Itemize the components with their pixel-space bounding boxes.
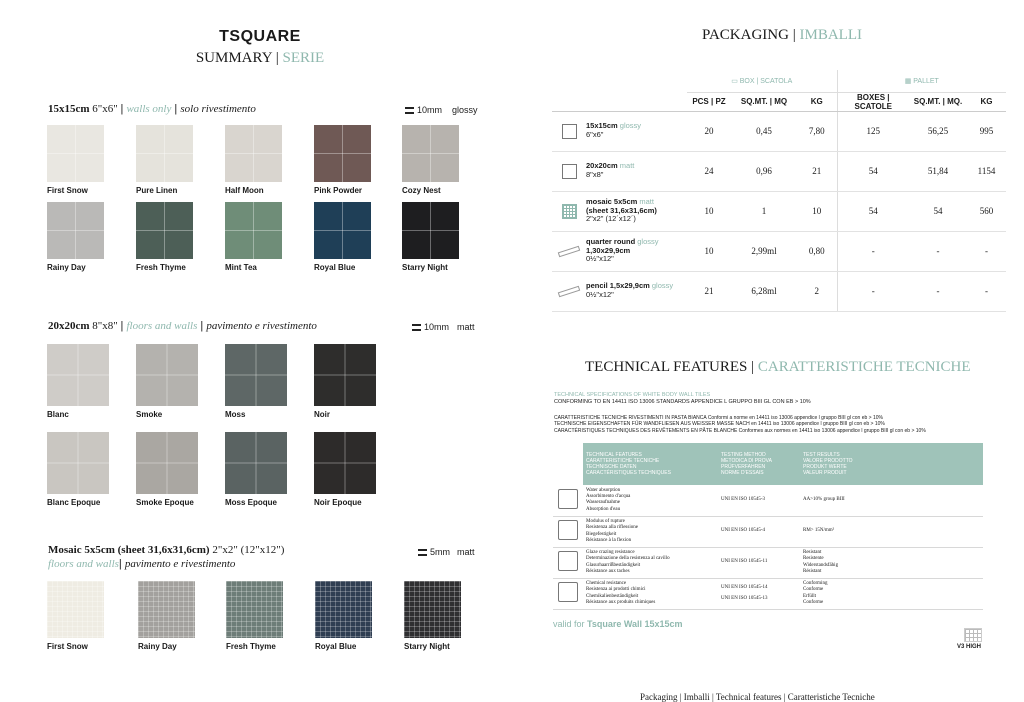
packaging-item: pencil 1,5x29,9cm glossy 0½"x12": [552, 271, 687, 311]
tile-swatch: [315, 581, 372, 638]
packaging-item: mosaic 5x5cm matt (sheet 31,6x31,6cm) 2"x2" (12´x12´): [552, 191, 687, 231]
tile-joints: [225, 344, 287, 406]
tile-swatch: [136, 432, 198, 494]
tile-joints: [402, 202, 459, 259]
tile-swatch: [314, 432, 376, 494]
tf-head-method: TESTING METHOD METODICA DI PROVA PRÜFVERFAHREN NORME D'ESSAIS: [718, 443, 800, 485]
finish-mosaic: matt: [457, 547, 475, 557]
tile-joints: [314, 202, 371, 259]
thickness-15x15: 10mm: [405, 105, 442, 115]
tile-name: Royal Blue: [314, 263, 356, 272]
tile-joints: [314, 125, 371, 182]
packaging-value: 51,84: [909, 151, 967, 191]
packaging-value: -: [837, 231, 909, 271]
tile-name: Royal Blue: [315, 642, 357, 651]
tile-name: Blanc Epoque: [47, 498, 101, 507]
tile-joints: [138, 581, 195, 638]
tech-line-de: TECHNISCHE EIGENSCHAFTEN FÜR WANDFLIESEN AUS WEISSER MASSE NACH en 14411 iso 13006 appendice l gruppo BIII gl con eb > 10%: [554, 421, 885, 428]
tile-swatch: [402, 202, 459, 259]
feature-icon: [558, 520, 578, 540]
page-footer: Packaging | Imballi | Technical features | Caratteristiche Tecniche: [640, 692, 875, 702]
tf-feat: Modulus of rupture Resistenza alla riflessione Biegefestigkeit Résistance à la flexion: [583, 516, 718, 547]
tile-swatch: [47, 581, 104, 638]
tile-joints: [314, 344, 376, 406]
tile-swatch: [225, 344, 287, 406]
tile-joints: [314, 432, 376, 494]
tile-name: Fresh Thyme: [226, 642, 276, 651]
packaging-value: 560: [967, 191, 1006, 231]
col-sqmt-box: SQ.MT. | MQ: [731, 92, 797, 111]
col-boxes: BOXES | SCATOLE: [837, 92, 909, 111]
valid-for-note: valid for Tsquare Wall 15x15cm: [553, 619, 683, 629]
tile-swatch: [314, 125, 371, 182]
tf-head-features: TECHNICAL FEATURES CARATTERISTICHE TECNICHE TECHNISCHE DATEN CARACTÉRISTIQUES TECHNIQUES: [583, 443, 718, 485]
thickness-icon: [405, 107, 414, 114]
tf-result: Resistant Resistente Widerstandsfähig Résistant: [800, 547, 983, 578]
box-group-header: ▭ BOX | SCATOLA: [687, 70, 837, 92]
section-20x20-heading: 20x20cm 8"x8" | floors and walls | pavimento e rivestimento: [48, 320, 317, 332]
packaging-value: 125: [837, 111, 909, 151]
packaging-row: [552, 271, 1006, 311]
tile-swatch: [47, 202, 104, 259]
packaging-value: 54: [837, 151, 909, 191]
packaging-value: -: [909, 231, 967, 271]
tile-swatch: [225, 202, 282, 259]
packaging-value: 21: [687, 271, 731, 311]
tile-name: Mint Tea: [225, 263, 257, 272]
tile-joints: [47, 202, 104, 259]
tf-feat: Glaze crazing resistance Determinazione della resistenza al cavillo Glasurhaarrißbeständigkeit Résistance aux taches: [583, 547, 718, 578]
technical-features-title: TECHNICAL FEATURES | CARATTERISTICHE TECNICHE: [585, 359, 971, 375]
packaging-value: 1154: [967, 151, 1006, 191]
packaging-row: [552, 191, 1006, 231]
tile-swatch: [402, 125, 459, 182]
packaging-item: 15x15cm glossy 6"x6": [552, 111, 687, 151]
technical-features-table: [553, 443, 983, 610]
tile-joints: [225, 432, 287, 494]
tile-joints: [47, 344, 109, 406]
tf-feat: Chemical resistance Resistenza ai prodotti chimici Chemikalienbeständigkeit Résistance aux produits chimiques: [583, 578, 718, 609]
feature-icon: [558, 551, 578, 571]
tile-swatch: [47, 432, 109, 494]
tech-line-fr: CARACTÉRISTIQUES TECHNIQUES DES REVÊTEMENTS EN PÂTE BLANCHE Conformes aux normes en 14411 iso 13006 appendice l gruppo BIII gl con eb > 10%: [554, 427, 926, 434]
tile-joints: [136, 432, 198, 494]
finish-15x15: glossy: [452, 105, 478, 115]
packaging-value: 1: [731, 191, 797, 231]
tf-row: [553, 547, 983, 578]
tile-swatch: [47, 344, 109, 406]
packaging-value: 10: [687, 191, 731, 231]
tf-result: Conforming Conforme Erfüllt Conforme: [800, 578, 983, 609]
v3-shade-icon: [964, 628, 982, 642]
tile-joints: [226, 581, 283, 638]
tile-name: Moss Epoque: [225, 498, 278, 507]
format-icon: [558, 286, 580, 298]
packaging-table: [552, 70, 1006, 312]
tile-swatch: [225, 432, 287, 494]
tech-spec-teal: TECHNICAL SPECIFICATIONS OF WHITE BODY WALL TILES: [554, 392, 711, 398]
tile-swatch: [404, 581, 461, 638]
tile-name: First Snow: [47, 186, 88, 195]
packaging-value: -: [909, 271, 967, 311]
packaging-value: 2: [797, 271, 837, 311]
tile-name: Blanc: [47, 410, 69, 419]
format-icon: [558, 246, 580, 258]
col-pcs: PCS | PZ: [687, 92, 731, 111]
tile-name: Starry Night: [404, 642, 450, 651]
tile-joints: [225, 125, 282, 182]
tile-name: Rainy Day: [138, 642, 177, 651]
section-mosaic-usage: floors and walls| pavimento e rivestimento: [48, 558, 236, 570]
tile-joints: [47, 125, 104, 182]
tf-head-results: TEST RESULTS VALORE PRODOTTO PRODUKT WERTE VALEUR PRODUIT: [800, 443, 983, 485]
packaging-row: [552, 111, 1006, 151]
tile-joints: [225, 202, 282, 259]
tech-spec-standard: CONFORMING TO EN 14411 ISO 13006 STANDARDS APPENDICE L GRUPPO BIII GL CON EB > 10%: [554, 398, 811, 405]
tile-swatch: [47, 125, 104, 182]
tf-method: UNI EN ISO 10545-14 UNI EN ISO 10545-13: [718, 578, 800, 609]
tech-line-it: CARATTERISTICHE TECNICHE RIVESTIMENTI IN PASTA BIANCA Conformi a norme en 14411 iso 13006 appendice l gruppo BIII gl con eb > 10%: [554, 415, 883, 421]
packaging-row: [552, 231, 1006, 271]
tile-swatch: [136, 125, 193, 182]
section-15x15-heading: 15x15cm 6"x6" | walls only | solo rivestimento: [48, 103, 256, 115]
packaging-value: 10: [797, 191, 837, 231]
tile-swatch: [226, 581, 283, 638]
packaging-value: 56,25: [909, 111, 967, 151]
tf-row: [553, 516, 983, 547]
pallet-icon: ▦: [904, 77, 914, 85]
tile-swatch: [314, 344, 376, 406]
box-icon: ▭: [731, 77, 740, 85]
col-kg-box: KG: [797, 92, 837, 111]
tile-swatch: [314, 202, 371, 259]
tile-name: Starry Night: [402, 263, 448, 272]
thickness-icon: [412, 324, 421, 331]
thickness-mosaic: 5mm: [418, 547, 450, 557]
tile-name: Smoke Epoque: [136, 498, 194, 507]
packaging-item: quarter round glossy 1,30x29,9cm 0½"x12": [552, 231, 687, 271]
packaging-value: 54: [909, 191, 967, 231]
tile-joints: [404, 581, 461, 638]
tf-method: UNI EN ISO 10545-4: [718, 516, 800, 547]
tile-joints: [136, 202, 193, 259]
tf-feat: Water absorption Assorbimento d'acqua Wasseraufnahme Absorption d'eau: [583, 485, 718, 516]
tile-swatch: [136, 344, 198, 406]
tile-swatch: [136, 202, 193, 259]
finish-20x20: matt: [457, 322, 475, 332]
tf-result: RM> 15N/mm²: [800, 516, 983, 547]
packaging-value: 6,28ml: [731, 271, 797, 311]
tf-result: AA>10% group BIII: [800, 485, 983, 516]
packaging-row: [552, 151, 1006, 191]
col-kg-pallet: KG: [967, 92, 1006, 111]
tf-row: [553, 485, 983, 516]
tile-swatch: [225, 125, 282, 182]
packaging-item: 20x20cm matt 8"x8": [552, 151, 687, 191]
format-icon: [562, 124, 577, 139]
tile-joints: [136, 344, 198, 406]
tile-joints: [47, 432, 109, 494]
tile-name: Noir Epoque: [314, 498, 362, 507]
format-icon: [562, 164, 577, 179]
tile-swatch: [138, 581, 195, 638]
packaging-value: 10: [687, 231, 731, 271]
packaging-value: -: [837, 271, 909, 311]
thickness-icon: [418, 549, 427, 556]
tile-joints: [47, 581, 104, 638]
pallet-group-header: ▦ PALLET: [837, 70, 1006, 92]
packaging-value: 2,99ml: [731, 231, 797, 271]
tile-name: Pink Powder: [314, 186, 363, 195]
tech-spec-lines: [554, 415, 926, 434]
tile-name: First Snow: [47, 642, 88, 651]
packaging-title: PACKAGING | IMBALLI: [702, 27, 862, 43]
col-sqmt-pallet: SQ.MT. | MQ.: [909, 92, 967, 111]
tf-method: UNI EN ISO 10545-3: [718, 485, 800, 516]
tile-name: Smoke: [136, 410, 163, 419]
tf-method: UNI EN ISO 10545-11: [718, 547, 800, 578]
packaging-value: 995: [967, 111, 1006, 151]
section-mosaic-heading: Mosaic 5x5cm (sheet 31,6x31,6cm) 2"x2" (12"x12"): [48, 544, 285, 556]
packaging-value: 0,80: [797, 231, 837, 271]
tf-row: [553, 578, 983, 609]
series-title: TSQUARE: [219, 28, 301, 45]
packaging-value: 20: [687, 111, 731, 151]
tile-name: Fresh Thyme: [136, 263, 186, 272]
packaging-value: 54: [837, 191, 909, 231]
tile-joints: [402, 125, 459, 182]
summary-subtitle: SUMMARY | SERIE: [195, 50, 325, 66]
format-icon: [562, 204, 577, 219]
thickness-20x20: 10mm: [412, 322, 449, 332]
tile-joints: [315, 581, 372, 638]
packaging-value: 0,96: [731, 151, 797, 191]
packaging-value: -: [967, 271, 1006, 311]
tile-name: Rainy Day: [47, 263, 86, 272]
feature-icon: [558, 582, 578, 602]
packaging-value: 24: [687, 151, 731, 191]
packaging-value: 0,45: [731, 111, 797, 151]
packaging-value: 7,80: [797, 111, 837, 151]
feature-icon: [558, 489, 578, 509]
tile-name: Pure Linen: [136, 186, 178, 195]
packaging-value: -: [967, 231, 1006, 271]
v3-label: V3 HIGH: [957, 644, 982, 650]
tile-joints: [136, 125, 193, 182]
packaging-value: 21: [797, 151, 837, 191]
tile-name: Cozy Nest: [402, 186, 441, 195]
tech-spec-block: [554, 392, 811, 406]
tile-name: Noir: [314, 410, 330, 419]
tile-name: Half Moon: [225, 186, 264, 195]
tile-name: Moss: [225, 410, 246, 419]
